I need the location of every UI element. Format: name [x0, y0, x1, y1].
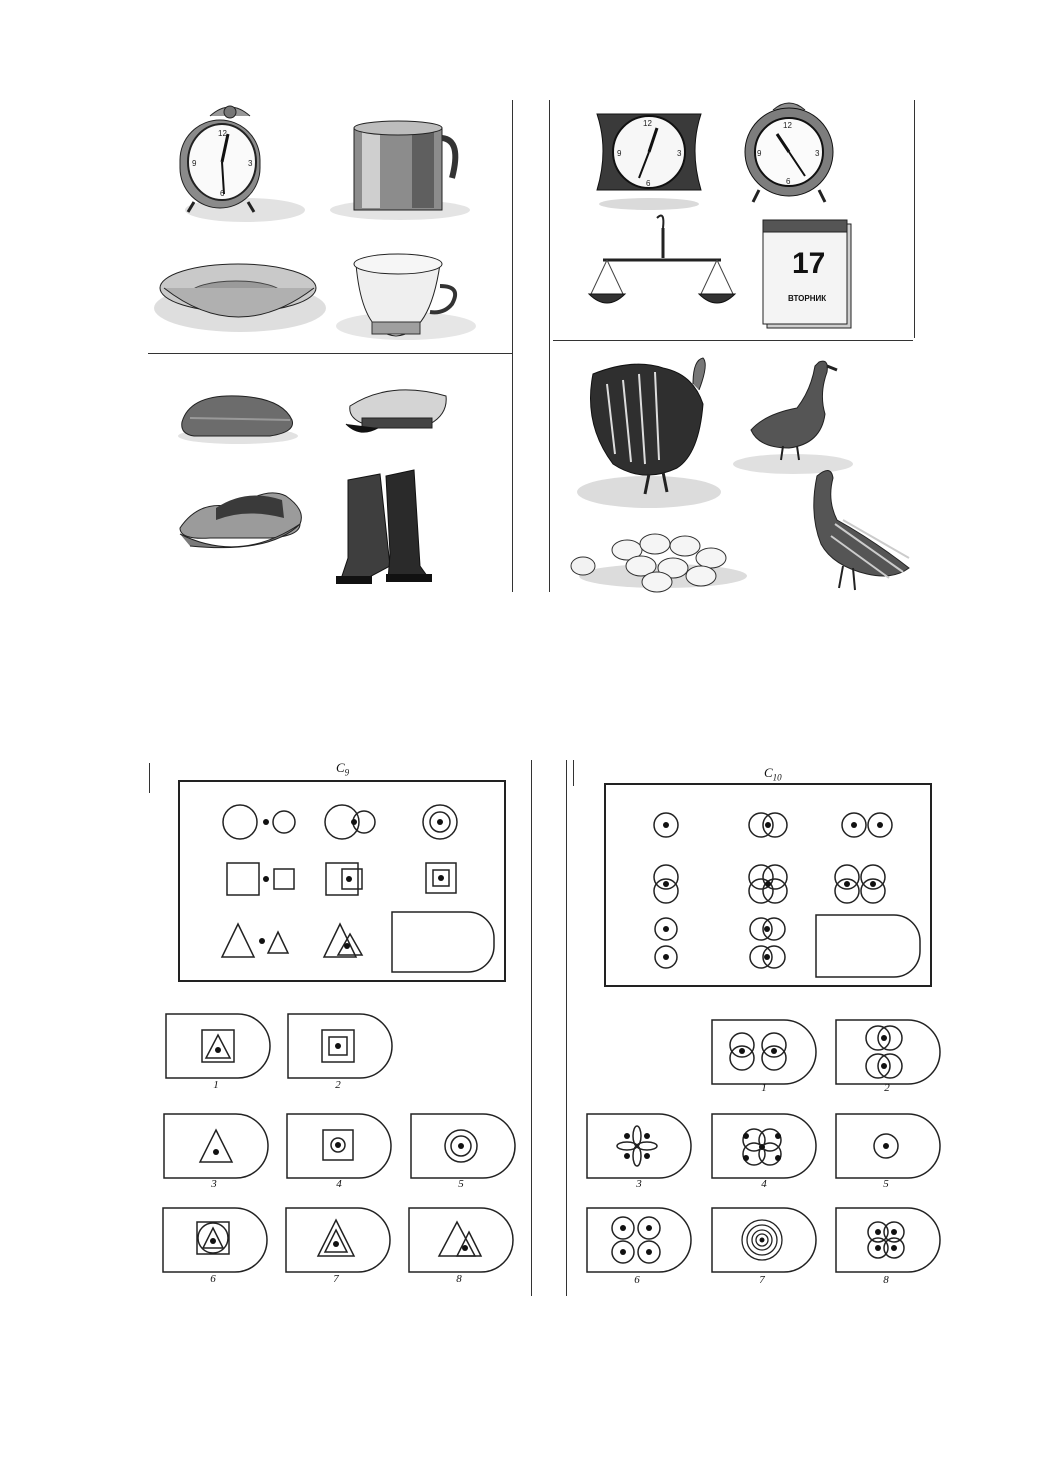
c9-cell-3-1	[222, 924, 288, 957]
svg-text:3: 3	[815, 149, 820, 158]
c10-label-5: 5	[883, 1178, 889, 1190]
c10-option-1[interactable]	[712, 1020, 816, 1084]
c10-label-2: 2	[884, 1082, 890, 1094]
c9-option-8[interactable]	[409, 1208, 513, 1272]
bottom-right-margin-line	[573, 760, 574, 786]
top-vertical-divider-b	[549, 100, 550, 592]
svg-text:6: 6	[646, 179, 651, 188]
c10-label-7: 7	[759, 1274, 765, 1286]
quadrant-headwear	[150, 358, 512, 592]
goose-icon	[733, 361, 853, 474]
top-vertical-divider-a	[512, 100, 513, 592]
quadrant-poultry	[553, 344, 913, 592]
c9-option-1[interactable]	[166, 1014, 270, 1078]
c9-option-5[interactable]	[411, 1114, 515, 1178]
svg-text:9: 9	[757, 149, 762, 158]
c9-option-3[interactable]	[164, 1114, 268, 1178]
bowl-icon	[154, 264, 326, 332]
c10-label-3: 3	[636, 1178, 642, 1190]
svg-text:9: 9	[617, 149, 622, 158]
bottom-vertical-divider-b	[566, 760, 567, 1296]
c9-label-7: 7	[333, 1273, 339, 1285]
calendar-weekday: ВТОРНИК	[788, 294, 827, 303]
c10-label-1: 1	[761, 1082, 767, 1094]
c9-label-4: 4	[336, 1178, 342, 1190]
mantel-clock-icon	[597, 114, 701, 210]
c9-cell-1-2	[325, 805, 375, 839]
test-c9-matrix	[178, 780, 508, 984]
top-left-horizontal-divider	[148, 353, 512, 354]
mug-icon	[330, 121, 470, 220]
c10-missing-cell	[816, 915, 920, 977]
c9-answers	[160, 1010, 520, 1290]
c10-answers	[584, 1010, 944, 1290]
c10-label-6: 6	[634, 1274, 640, 1286]
hat-icon	[180, 493, 301, 548]
c10-option-8[interactable]	[836, 1208, 940, 1272]
c10-option-2[interactable]	[836, 1020, 940, 1084]
c9-missing-cell	[392, 912, 494, 972]
c9-label-1: 1	[213, 1079, 219, 1091]
c10-cell-2-1	[654, 865, 678, 903]
c9-option-4[interactable]	[287, 1114, 391, 1178]
alarm-clock-icon	[180, 106, 305, 222]
peahen-icon	[814, 470, 909, 590]
c10-cell-1-1	[654, 813, 678, 837]
balance-scale-icon	[589, 216, 735, 303]
c9-option-2[interactable]	[288, 1014, 392, 1078]
c9-label-6: 6	[210, 1273, 216, 1285]
svg-text:12: 12	[783, 121, 792, 130]
c10-option-3[interactable]	[587, 1114, 691, 1178]
c9-cell-2-2	[326, 863, 362, 895]
svg-text:12: 12	[643, 119, 652, 128]
svg-text:6: 6	[220, 189, 225, 198]
c10-option-6[interactable]	[587, 1208, 691, 1272]
c9-label-3: 3	[211, 1178, 217, 1190]
svg-text:12: 12	[218, 129, 227, 138]
eggs-icon	[571, 534, 747, 592]
c9-cell-1-3	[423, 805, 457, 839]
svg-text:6: 6	[786, 177, 791, 186]
quadrant-tableware	[150, 98, 512, 352]
peaked-cap-icon	[346, 390, 446, 432]
c9-label-2: 2	[335, 1079, 341, 1091]
c10-cell-3-1	[655, 918, 677, 968]
c10-cell-1-3	[842, 813, 892, 837]
teacup-icon	[336, 254, 476, 340]
c9-cell-3-2	[324, 924, 362, 957]
c10-label-8: 8	[883, 1274, 889, 1286]
left-margin-line	[149, 763, 150, 793]
svg-text:9: 9	[192, 159, 197, 168]
flat-cap-icon	[178, 396, 298, 444]
c9-label-5: 5	[458, 1178, 464, 1190]
svg-text:3: 3	[248, 159, 253, 168]
top-right-edge	[914, 100, 915, 338]
bottom-vertical-divider-a	[531, 760, 532, 1296]
top-right-horizontal-divider	[553, 340, 913, 341]
turkey-icon	[577, 358, 721, 508]
c10-option-5[interactable]	[836, 1114, 940, 1178]
c9-label-8: 8	[456, 1273, 462, 1285]
test-c9-title: $С_9$	[336, 760, 350, 778]
c9-option-7[interactable]	[286, 1208, 390, 1272]
c9-cell-1-1	[223, 805, 295, 839]
c10-label-4: 4	[761, 1178, 767, 1190]
c10-cell-3-2	[750, 918, 785, 968]
test-c10-matrix	[604, 783, 934, 989]
c9-cell-2-3	[426, 863, 456, 893]
c10-option-4[interactable]	[712, 1114, 816, 1178]
c10-cell-2-3	[835, 865, 885, 903]
calendar-day: 17	[792, 247, 826, 280]
boots-icon	[336, 470, 432, 584]
c10-cell-1-2	[749, 813, 787, 837]
c9-cell-2-1	[227, 863, 294, 895]
test-c10-title: $С_{10}$	[764, 765, 782, 783]
c10-option-7[interactable]	[712, 1208, 816, 1272]
c10-cell-2-2	[749, 865, 787, 903]
quadrant-timekeeping	[553, 98, 913, 338]
c9-option-6[interactable]	[163, 1208, 267, 1272]
svg-text:3: 3	[677, 149, 682, 158]
alarm-clock-icon-2	[745, 103, 833, 202]
